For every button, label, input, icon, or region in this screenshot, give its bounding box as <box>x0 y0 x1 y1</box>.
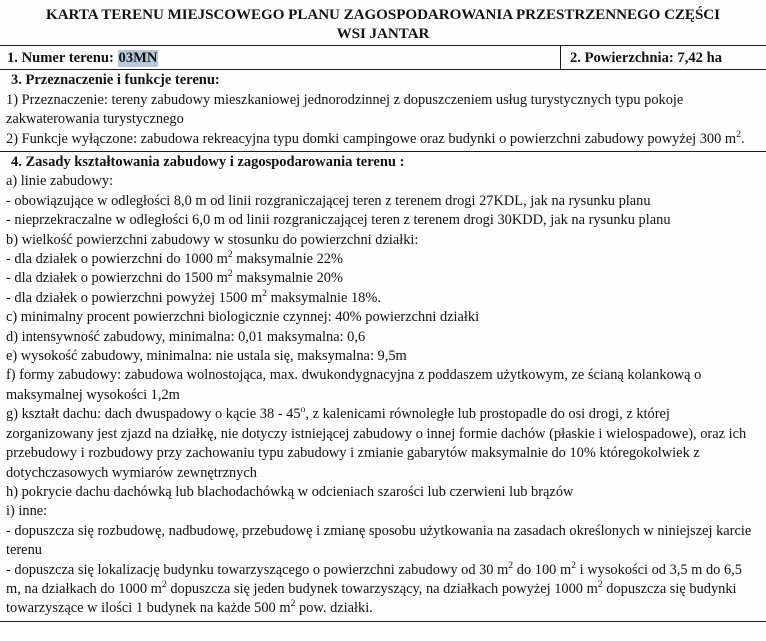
page-title-line-1: KARTA TERENU MIEJSCOWEGO PLANU ZAGOSPODAROWANIA PRZESTRZENNEGO CZĘŚCI <box>46 7 720 23</box>
divider-bottom <box>0 621 766 622</box>
section-4-b-item-1: - dla działek o powierzchni do 1000 $m^2$ maksymalnie 22% <box>6 249 343 268</box>
section-4-a-item-2: - nieprzekraczalne w odległości 6,0 m od linii rozgraniczającej teren z terenem drogi 30KDD, jak na rysunku planu <box>6 212 671 229</box>
section-4-a-label: a) linie zabudowy: <box>6 173 114 190</box>
section-3 <box>0 70 766 151</box>
section-4-d: d) intensywność zabudowy, minimalna: 0,01 maksymalna: 0,6 <box>6 328 366 345</box>
field-powierzchnia <box>560 46 766 69</box>
section-4-heading: 4. Zasady kształtowania zabudowy i zagospodarowania terenu : <box>11 153 405 170</box>
section-4-h: h) pokrycie dachu dachówką lub blachodachówką w odcieniach szarości lub czerwieni lub brązów <box>6 483 574 500</box>
section-3-item-2: 2) Funkcje wyłączone: zabudowa rekreacyjna typu domki campingowe oraz budynki o powierzchni zabudowy powyżej 300 $m^2$. <box>6 128 745 147</box>
section-4-f: f) formy zabudowy: zabudowa wolnostojąca, max. dwukondygnacyjna z poddaszem użytkowym, ze ścianą kolankową o maksymalnej wysokości 1,2m <box>6 367 702 403</box>
section-4-e: e) wysokość zabudowy, minimalna: nie ustala się, maksymalna: 9,5m <box>6 348 407 365</box>
section-3-heading: 3. Przeznaczenie i funkcje terenu: <box>11 72 220 89</box>
section-4-b-item-3: - dla działek o powierzchni powyżej 1500 $m^2$ maksymalnie 18%. <box>6 288 381 306</box>
page-title-line-2: WSI JANTAR <box>336 25 430 42</box>
powierzchnia-label: 2. Powierzchnia: 7,42 ha <box>570 49 723 66</box>
section-4 <box>0 152 766 621</box>
section-3-item-1: 1) Przeznaczenie: tereny zabudowy mieszkaniowej jednorodzinnej z dopuszczeniem usług turystycznych typu pokoje zakwaterowania turystycznego <box>6 91 684 128</box>
section-4-i-item-2: - dopuszcza się lokalizację budynku towarzyszącego o powierzchni zabudowy od 30 $m^2$ do 100 $m^2$ i wysokości od 3,5 m do 6,5 m, na działkach do 1000 $m^2$ dopuszcza się jeden budynek towarzyszący, na działkach powyżej 1000 $m^2$ dopuszcza się budynki towarzyszące w ilości 1 budynek na każde 500 $m^2$ pow. działki. <box>6 559 742 617</box>
page-title <box>0 0 766 45</box>
section-4-b-item-2: - dla działek o powierzchni do 1500 $m^2$ maksymalnie 20% <box>6 268 343 287</box>
section-4-i-item-1: - dopuszcza się rozbudowę, nadbudowę, przebudowę i zmianę sposobu użytkowania na zasadach określonych w niniejszej karcie terenu <box>6 522 752 559</box>
field-numer-terenu <box>0 46 560 69</box>
numer-terenu-label: 1. Numer terenu: <box>7 49 114 66</box>
section-4-g: g) kształt dachu: dach dwuspadowy o kącie 38 - 45$^o$, z kalenicami równoległe lub prostopadle do osi drogi, z której zorganizowany jest zjazd na działkę, nie dotyczy istniejącej zabudowy o innej formie dachów (płaskie i wielospadowe), oraz ich przebudowy i rozbudowy przy zachowaniu typu zabudowy i zmianie gabarytów maksymalnie do 10% któregokolwiek z dotychczasowych wymiarów zewnętrznych <box>6 404 747 481</box>
section-4-i-label: i) inne: <box>6 503 48 520</box>
section-4-a-item-1: - obowiązujące w odległości 8,0 m od linii rozgraniczającej teren z terenem drogi 27KDL, jak na rysunku planu <box>6 192 651 209</box>
numer-terenu-value: 03MN <box>118 49 158 66</box>
header-row <box>0 46 766 69</box>
section-4-b-label: b) wielkość powierzchni zabudowy w stosunku do powierzchni działki: <box>6 231 419 248</box>
section-4-c: c) minimalny procent powierzchni biologicznie czynnej: 40% powierzchni działki <box>6 309 480 326</box>
